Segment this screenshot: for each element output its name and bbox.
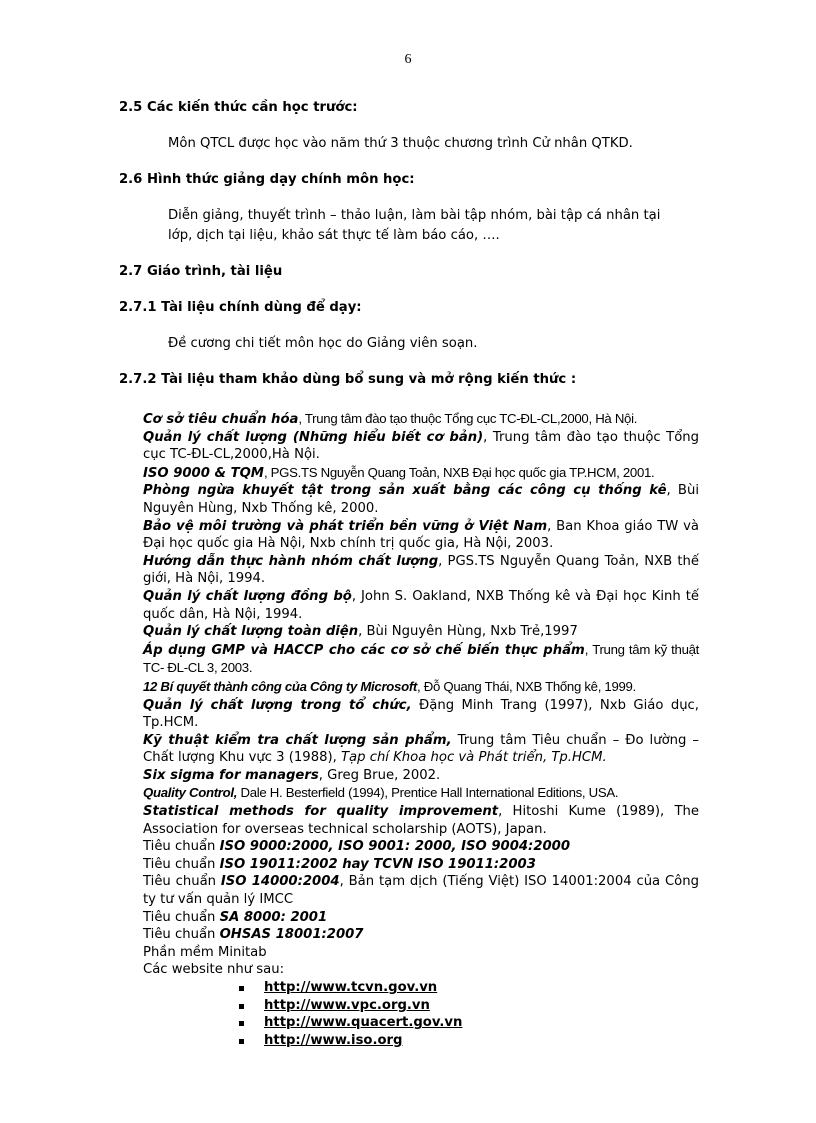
standard-item: Tiêu chuẩn ISO 19011:2002 hay TCVN ISO 19011:2003	[143, 856, 536, 872]
bullet-icon	[239, 1039, 244, 1044]
reference-item: Six sigma for managers, Greg Brue, 2002.	[143, 767, 441, 783]
website-item	[239, 979, 699, 997]
section-2-6-text-line1: Diễn giảng, thuyết trình – thảo luận, làm bài tập nhóm, bài tập cá nhân tại	[168, 208, 661, 223]
bullet-icon	[239, 986, 244, 991]
website-link[interactable]: http://www.tcvn.gov.vn	[264, 980, 438, 995]
reference-item: Hướng dẫn thực hành nhóm chất lượng, PGS.TS Nguyễn Quang Toản, NXB thế giới, Hà Nội, 1994.	[143, 553, 699, 587]
website-link[interactable]: http://www.vpc.org.vn	[264, 997, 430, 1013]
reference-item: Bảo vệ môi trường và phát triển bền vững ở Việt Nam, Ban Khoa giáo TW và Đại học quốc gia Hà Nội, Nxb chính trị quốc gia, Hà Nội, 2003.	[143, 518, 699, 552]
standard-item: Tiêu chuẩn ISO 14000:2004, Bản tạm dịch (Tiếng Việt) ISO 14001:2004 của Công ty tư vấn quản lý IMCC	[143, 874, 699, 908]
reference-item: Statistical methods for quality improvement, Hitoshi Kume (1989), The Association for overseas technical scholarship (AOTS), Japan.	[143, 804, 699, 837]
bullet-icon	[239, 1004, 244, 1009]
section-2-7-1-text: Đề cương chi tiết môn học do Giảng viên soạn.	[168, 336, 478, 351]
bullet-icon	[239, 1021, 244, 1026]
reference-item: Quản lý chất lượng toàn diện, Bùi Nguyên Hùng, Nxb Trẻ,1997	[143, 624, 578, 640]
section-2-7-heading: 2.7 Giáo trình, tài liệu	[119, 264, 283, 279]
reference-item: Quản lý chất lượng đồng bộ, John S. Oakland, NXB Thống kê và Đại học Kinh tế quốc dân, Hà Nội, 1994.	[143, 588, 699, 622]
standard-item: Tiêu chuẩn SA 8000: 2001	[143, 909, 328, 925]
website-link[interactable]: http://www.quacert.gov.vn	[264, 1015, 463, 1031]
reference-item: Quality Control, Dale H. Besterfield (1994), Prentice Hall International Editions, USA.	[143, 785, 619, 801]
section-2-6-heading: 2.6 Hình thức giảng dạy chính môn học:	[119, 172, 415, 187]
reference-item: ISO 9000 & TQM, PGS.TS Nguyễn Quang Toản, NXB Đại học quốc gia TP.HCM, 2001.	[143, 464, 655, 481]
software-item: Phần mềm Minitab	[143, 944, 267, 960]
website-item	[239, 997, 699, 1015]
document-body	[119, 98, 699, 1049]
page-number: 6	[404, 52, 412, 67]
website-link[interactable]: http://www.iso.org	[264, 1032, 403, 1048]
website-list	[143, 979, 699, 1049]
section-2-5-text: Môn QTCL được học vào năm thứ 3 thuộc chương trình Cử nhân QTKD.	[168, 136, 633, 151]
website-item	[239, 1014, 699, 1032]
reference-item: Cơ sở tiêu chuẩn hóa, Trung tâm đào tạo thuộc Tổng cục TC-ĐL-CL,2000, Hà Nội.	[143, 411, 638, 427]
reference-item: Quản lý chất lượng (Những hiểu biết cơ bản), Trung tâm đào tạo thuộc Tổng cục TC-ĐL-CL,2000,Hà Nội.	[143, 429, 699, 463]
reference-item: Quản lý chất lượng trong tổ chức, Đặng Minh Trang (1997), Nxb Giáo dục, Tp.HCM.	[143, 697, 699, 731]
reference-list	[119, 410, 699, 1049]
section-2-5-heading: 2.5 Các kiến thức cần học trước:	[119, 100, 358, 115]
reference-item: Kỹ thuật kiểm tra chất lượng sản phẩm, Trung tâm Tiêu chuẩn – Đo lường – Chất lượng Khu vực 3 (1988), Tạp chí Khoa học và Phát triển, Tp.HCM.	[143, 732, 699, 766]
section-2-6-text-line2: lớp, dịch tại liệu, khảo sát thực tế làm báo cáo, ….	[168, 228, 500, 243]
reference-item: Áp dụng GMP và HACCP cho các cơ sở chế biến thực phẩm, Trung tâm kỹ thuật TC- ĐL-CL 3, 2003.	[143, 641, 699, 676]
section-2-7-1-heading: 2.7.1 Tài liệu chính dùng để dạy:	[119, 300, 362, 315]
websites-intro: Các website như sau:	[143, 962, 285, 978]
standard-item: Tiêu chuẩn OHSAS 18001:2007	[143, 927, 364, 943]
standard-item: Tiêu chuẩn ISO 9000:2000, ISO 9001: 2000, ISO 9004:2000	[143, 839, 571, 855]
section-2-7-2-heading: 2.7.2 Tài liệu tham khảo dùng bổ sung và mở rộng kiến thức :	[119, 372, 577, 387]
reference-item: 12 Bí quyết thành công của Công ty Microsoft, Đỗ Quang Thái, NXB Thống kê, 1999.	[143, 678, 636, 694]
website-item	[239, 1032, 699, 1050]
reference-item: Phòng ngừa khuyết tật trong sản xuất bằng các công cụ thống kê, Bùi Nguyên Hùng, Nxb Thống kê, 2000.	[143, 483, 699, 516]
